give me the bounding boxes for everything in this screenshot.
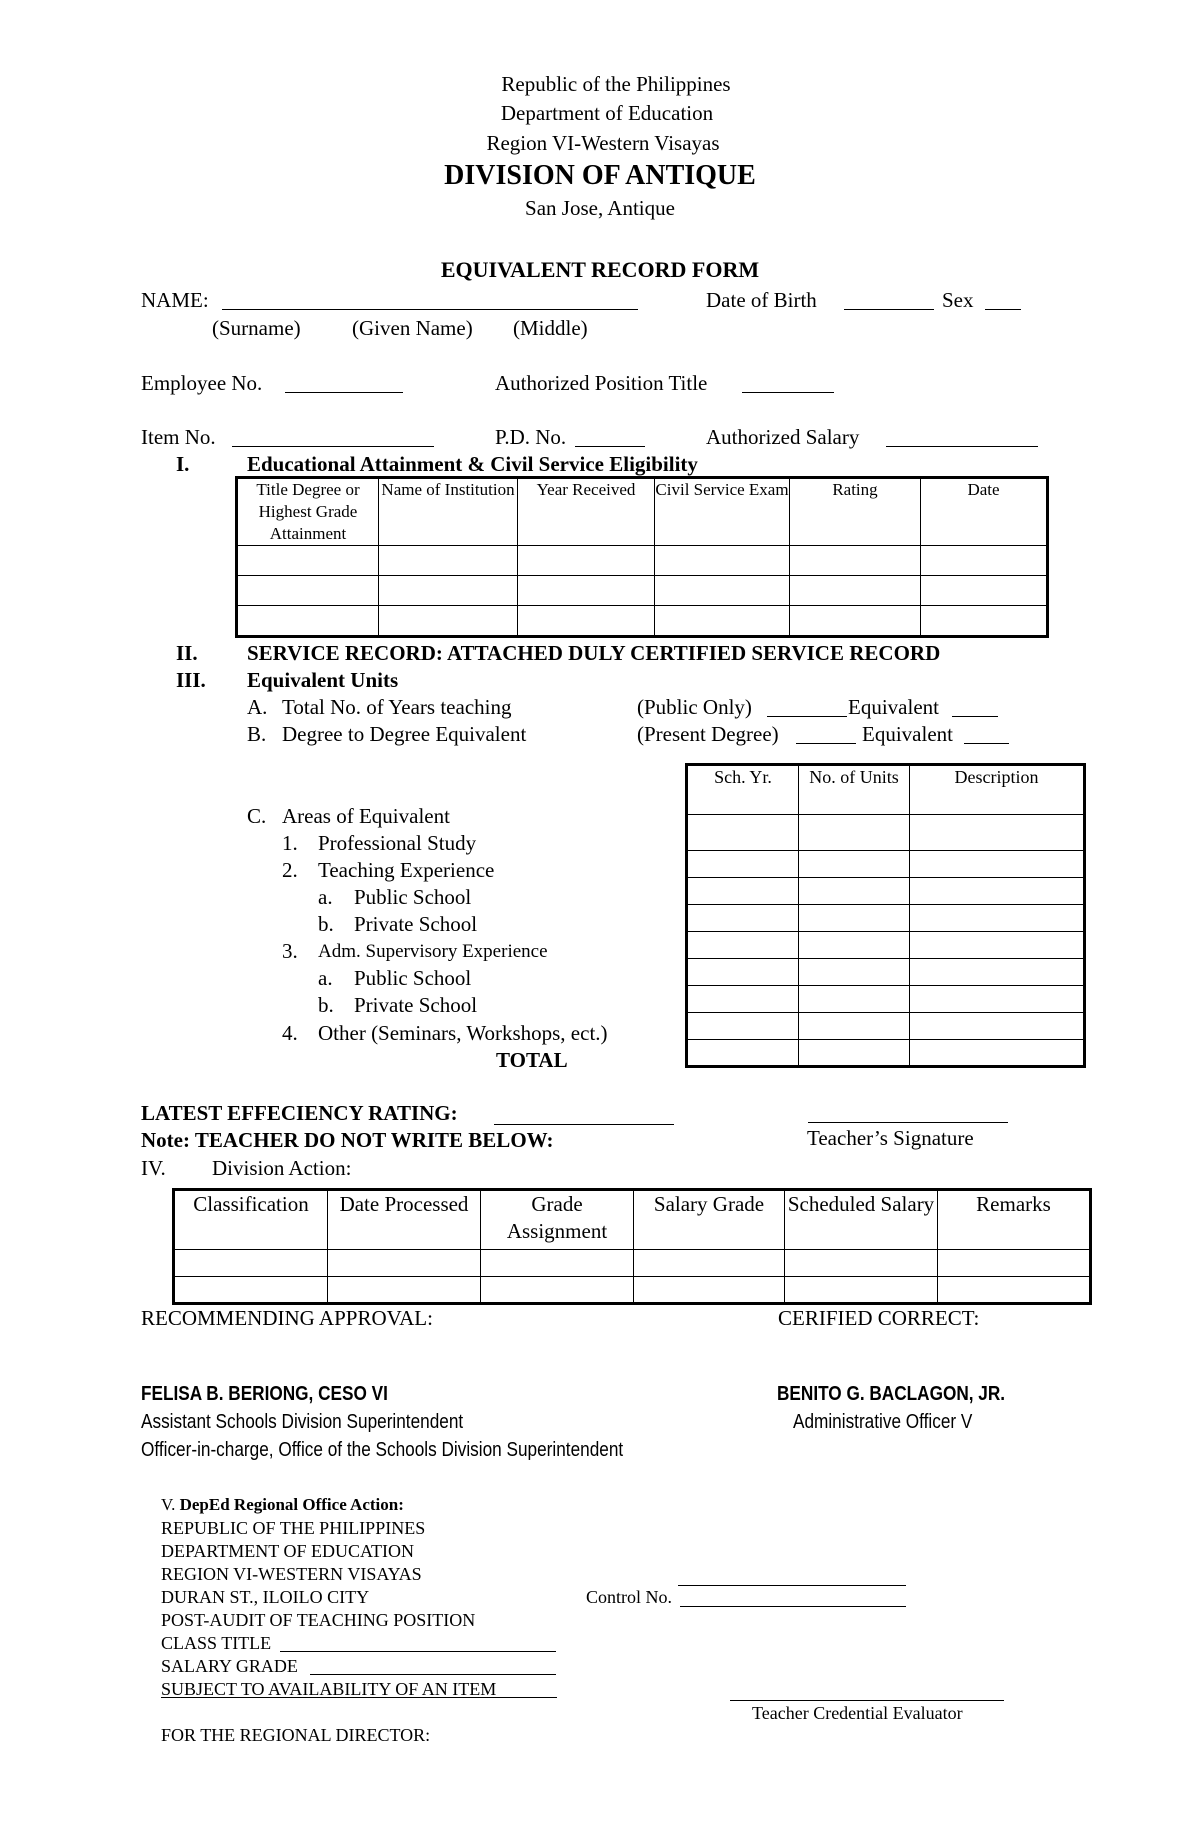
table-cell[interactable] [921, 606, 1048, 637]
table-cell[interactable] [328, 1250, 481, 1277]
regional-line-2: DEPARTMENT OF EDUCATION [161, 1541, 414, 1561]
table-cell[interactable] [938, 1250, 1091, 1277]
salary-grade-blank[interactable] [310, 1674, 556, 1675]
area-mark-2b: b. [318, 912, 334, 936]
table-cell[interactable] [910, 851, 1085, 878]
section2-numeral: II. [176, 641, 198, 665]
evaluator-label: Teacher Credential Evaluator [752, 1703, 963, 1723]
section5-title: DepEd Regional Office Action: [179, 1495, 404, 1514]
section2-title: SERVICE RECORD: ATTACHED DULY CERTIFIED SERVICE RECORD [247, 641, 941, 665]
units-header-no-units: No. of Units [799, 765, 910, 815]
salary-blank[interactable] [886, 446, 1038, 447]
table-cell[interactable] [799, 1040, 910, 1067]
table-cell[interactable] [790, 546, 921, 576]
right-signatory-name: BENITO G. BACLAGON, JR. [777, 1383, 1006, 1405]
area-mark-2a: a. [318, 885, 333, 909]
item-b-text: Degree to Degree Equivalent [282, 722, 527, 746]
table-cell[interactable] [237, 546, 379, 576]
country-text: Republic of the Philippines [501, 72, 731, 96]
name-blank[interactable] [222, 309, 638, 310]
sex-blank[interactable] [985, 309, 1021, 310]
name-label: NAME: [141, 288, 209, 312]
division-action-table [172, 1188, 1092, 1305]
table-cell[interactable] [910, 1040, 1085, 1067]
table-cell[interactable] [790, 606, 921, 637]
table-row [687, 1040, 1085, 1067]
item-no-label: Item No. [141, 425, 216, 449]
table-cell[interactable] [799, 851, 910, 878]
item-c-letter: C. [247, 804, 267, 828]
table-cell[interactable] [655, 606, 790, 637]
table-row [237, 576, 1048, 606]
div-header-salary-grade: Salary Grade [634, 1190, 785, 1250]
section1-numeral: I. [176, 452, 190, 476]
item-b-equivalent: Equivalent [862, 722, 953, 746]
section5-numeral: V. [161, 1495, 176, 1514]
position-title-blank[interactable] [742, 392, 834, 393]
table-cell[interactable] [785, 1250, 938, 1277]
table-cell[interactable] [799, 932, 910, 959]
efficiency-rating-blank[interactable] [494, 1124, 674, 1125]
area-mark-3a: a. [318, 966, 333, 990]
surname-label: (Surname) [212, 316, 301, 340]
table-cell[interactable] [910, 905, 1085, 932]
area-adm-private: Private School [354, 993, 478, 1017]
table-cell[interactable] [379, 576, 518, 606]
section5-header [161, 1495, 404, 1515]
section1-title: Educational Attainment & Civil Service Eligibility [247, 452, 698, 476]
table-cell[interactable] [481, 1250, 634, 1277]
area-mark-4: 4. [282, 1021, 298, 1045]
department-text: Department of Education [500, 101, 714, 125]
table-cell[interactable] [174, 1277, 328, 1304]
section3-title: Equivalent Units [247, 668, 399, 692]
table-cell[interactable] [799, 815, 910, 851]
recommending-approval-label: RECOMMENDING APPROVAL: [141, 1306, 433, 1330]
table-cell[interactable] [921, 576, 1048, 606]
units-header-sch-yr: Sch. Yr. [687, 765, 799, 815]
div-header-date-processed: Date Processed [328, 1190, 481, 1250]
div-header-scheduled-salary: Scheduled Salary [785, 1190, 938, 1250]
table-cell[interactable] [785, 1277, 938, 1304]
regional-line-4: DURAN ST., ILOILO CITY [161, 1587, 370, 1607]
table-cell[interactable] [687, 878, 799, 905]
table-cell[interactable] [910, 878, 1085, 905]
table-row [687, 959, 1085, 986]
table-cell[interactable] [518, 546, 655, 576]
table-cell[interactable] [687, 932, 799, 959]
table-cell[interactable] [174, 1250, 328, 1277]
table-cell[interactable] [634, 1277, 785, 1304]
area-mark-3b: b. [318, 993, 334, 1017]
area-mark-1: 1. [282, 831, 298, 855]
sex-label: Sex [942, 288, 974, 312]
table-cell[interactable] [799, 959, 910, 986]
table-cell[interactable] [655, 576, 790, 606]
table-cell[interactable] [518, 606, 655, 637]
form-title [0, 257, 1200, 283]
division-text: DIVISION OF ANTIQUE [444, 160, 756, 191]
item-a-equivalent: Equivalent [848, 695, 939, 719]
salary-grade-label: SALARY GRADE [161, 1656, 298, 1676]
teacher-signature-line[interactable] [808, 1122, 1008, 1123]
area-teaching-private: Private School [354, 912, 478, 936]
right-signatory-title: Administrative Officer V [793, 1411, 973, 1433]
table-row [687, 1013, 1085, 1040]
table-cell[interactable] [799, 1013, 910, 1040]
table-cell[interactable] [938, 1277, 1091, 1304]
table-row [687, 815, 1085, 851]
given-name-label: (Given Name) [352, 316, 473, 340]
class-title-blank[interactable] [280, 1651, 556, 1652]
regional-line-5: POST-AUDIT OF TEACHING POSITION [161, 1610, 476, 1630]
address-text: San Jose, Antique [525, 196, 675, 220]
total-label: TOTAL [496, 1048, 568, 1072]
table-row [687, 878, 1085, 905]
edu-header-institution: Name of Institution [379, 478, 518, 546]
item-a-text: Total No. of Years teaching [282, 695, 512, 719]
item-c-text: Areas of Equivalent [282, 804, 450, 828]
table-cell[interactable] [790, 576, 921, 606]
employee-no-blank[interactable] [285, 392, 403, 393]
form-title-text: EQUIVALENT RECORD FORM [440, 257, 760, 282]
table-cell[interactable] [799, 878, 910, 905]
table-cell[interactable] [481, 1277, 634, 1304]
item-b-degree-blank[interactable] [796, 743, 856, 744]
area-mark-3: 3. [282, 939, 298, 963]
table-cell[interactable] [799, 905, 910, 932]
table-row [687, 851, 1085, 878]
table-cell[interactable] [799, 986, 910, 1013]
div-header-grade-assignment: Grade Assignment [481, 1190, 634, 1250]
regional-line-1: REPUBLIC OF THE PHILIPPINES [161, 1518, 426, 1538]
table-cell[interactable] [910, 815, 1085, 851]
table-cell[interactable] [687, 1013, 799, 1040]
evaluator-signature-line[interactable] [730, 1700, 1004, 1701]
item-b-present-degree: (Present Degree) [637, 722, 779, 746]
edu-header-rating: Rating [790, 478, 921, 546]
class-title-label: CLASS TITLE [161, 1633, 272, 1653]
control-no-label: Control No. [586, 1587, 673, 1607]
area-adm-public: Public School [354, 966, 472, 990]
edu-header-date: Date [921, 478, 1048, 546]
availability-underline [161, 1697, 557, 1698]
table-cell[interactable] [237, 606, 379, 637]
control-no-blank[interactable] [680, 1606, 906, 1607]
table-cell[interactable] [687, 959, 799, 986]
table-cell[interactable] [910, 1013, 1085, 1040]
units-header-description: Description [910, 765, 1085, 815]
table-cell[interactable] [910, 959, 1085, 986]
region-text: Region VI-Western Visayas [486, 131, 720, 155]
table-cell[interactable] [237, 576, 379, 606]
regional-director-label: FOR THE REGIONAL DIRECTOR: [161, 1725, 431, 1745]
table-cell[interactable] [910, 932, 1085, 959]
area-professional-study: Professional Study [318, 831, 477, 855]
item-a-public-only: (Public Only) [637, 695, 752, 719]
item-a-letter: A. [247, 695, 268, 719]
units-table [685, 763, 1086, 1068]
table-row [687, 905, 1085, 932]
region-line [0, 131, 1200, 156]
table-row [237, 606, 1048, 637]
div-header-classification: Classification [174, 1190, 328, 1250]
table-cell[interactable] [687, 905, 799, 932]
regional-line-3: REGION VI-WESTERN VISAYAS [161, 1564, 422, 1584]
section4-numeral: IV. [141, 1156, 166, 1180]
pd-no-blank[interactable] [575, 446, 645, 447]
item-a-equivalent-blank[interactable] [952, 716, 998, 717]
edu-header-year: Year Received [518, 478, 655, 546]
table-cell[interactable] [687, 986, 799, 1013]
area-adm-supervisory: Adm. Supervisory Experience [318, 941, 548, 962]
division-address [0, 196, 1200, 221]
position-title-label: Authorized Position Title [495, 371, 708, 395]
table-row [687, 932, 1085, 959]
table-cell[interactable] [921, 546, 1048, 576]
table-cell[interactable] [655, 546, 790, 576]
area-teaching-public: Public School [354, 885, 472, 909]
section4-title: Division Action: [212, 1156, 352, 1180]
dob-blank[interactable] [844, 309, 934, 310]
table-cell[interactable] [328, 1277, 481, 1304]
div-header-remarks: Remarks [938, 1190, 1091, 1250]
area-other-seminars: Other (Seminars, Workshops, ect.) [318, 1021, 608, 1045]
division-title [0, 160, 1200, 192]
table-cell[interactable] [518, 576, 655, 606]
item-b-equivalent-blank[interactable] [964, 743, 1009, 744]
teacher-note: Note: TEACHER DO NOT WRITE BELOW: [141, 1128, 554, 1152]
table-cell[interactable] [910, 986, 1085, 1013]
department-line [0, 101, 1200, 126]
table-row [174, 1250, 1091, 1277]
table-cell[interactable] [634, 1250, 785, 1277]
area-mark-2: 2. [282, 858, 298, 882]
section3-numeral: III. [176, 668, 206, 692]
country-line [0, 72, 1200, 97]
left-signatory-title1: Assistant Schools Division Superintendent [141, 1411, 464, 1433]
certified-correct-label: CERIFIED CORRECT: [778, 1306, 980, 1330]
item-a-public-blank[interactable] [767, 716, 847, 717]
table-cell[interactable] [379, 606, 518, 637]
table-cell[interactable] [687, 851, 799, 878]
left-signatory-title2: Officer-in-charge, Office of the Schools Division Superintendent [141, 1439, 624, 1461]
control-no-top-line [678, 1585, 906, 1586]
table-row [174, 1277, 1091, 1304]
edu-header-exam: Civil Service Exam [655, 478, 790, 546]
availability-label: SUBJECT TO AVAILABILITY OF AN ITEM [161, 1679, 497, 1699]
item-b-letter: B. [247, 722, 267, 746]
table-row [237, 546, 1048, 576]
table-cell[interactable] [379, 546, 518, 576]
table-cell[interactable] [687, 815, 799, 851]
edu-header-degree: Title Degree or Highest Grade Attainment [237, 478, 379, 546]
education-table [235, 476, 1049, 638]
pd-no-label: P.D. No. [495, 425, 567, 449]
table-cell[interactable] [687, 1040, 799, 1067]
salary-label: Authorized Salary [706, 425, 860, 449]
area-teaching-experience: Teaching Experience [318, 858, 495, 882]
teacher-signature-label: Teacher’s Signature [807, 1126, 974, 1150]
efficiency-rating-label: LATEST EFFECIENCY RATING: [141, 1101, 458, 1125]
left-signatory-name: FELISA B. BERIONG, CESO VI [141, 1383, 388, 1405]
middle-label: (Middle) [513, 316, 588, 340]
dob-label: Date of Birth [706, 288, 817, 312]
employee-no-label: Employee No. [141, 371, 263, 395]
item-no-blank[interactable] [232, 446, 434, 447]
table-row [687, 986, 1085, 1013]
